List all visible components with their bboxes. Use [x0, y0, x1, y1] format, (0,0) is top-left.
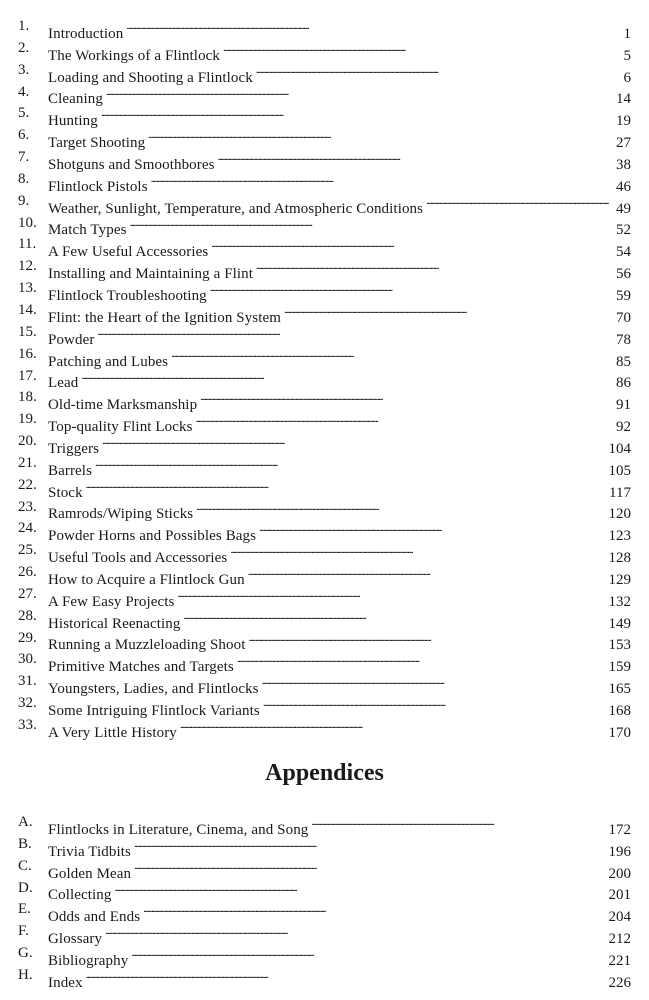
- dot-leader: [151, 169, 614, 191]
- entry-number: 14.: [18, 301, 37, 318]
- chapter-entry: [0, 628, 649, 654]
- entry-number: 22.: [18, 476, 37, 493]
- chapter-entry: [0, 693, 649, 719]
- entry-number: B.: [18, 835, 32, 852]
- chapter-list: [0, 16, 649, 741]
- entry-number: 23.: [18, 498, 37, 515]
- entry-number: G.: [18, 945, 33, 962]
- entry-page-number: 19: [616, 113, 631, 130]
- chapter-entry: [0, 497, 649, 523]
- entry-page-number: 172: [608, 821, 631, 838]
- entry-title: Old-time Marksmanship: [48, 397, 198, 414]
- entry-title: Glossary: [48, 931, 103, 948]
- dot-leader: [210, 278, 614, 300]
- appendix-entry: [0, 856, 649, 882]
- entry-page-number: 1: [623, 25, 631, 42]
- dot-leader: [102, 431, 606, 453]
- appendices-heading: Appendices: [265, 760, 384, 786]
- entry-page-number: 78: [616, 331, 631, 348]
- entry-page-number: 128: [608, 550, 631, 567]
- entry-number: 30.: [18, 651, 37, 668]
- entry-title: A Very Little History: [48, 724, 177, 741]
- entry-page-number: 104: [608, 440, 631, 457]
- dot-leader: [284, 300, 614, 322]
- entry-page-number: 49: [616, 200, 631, 217]
- chapter-entry: [0, 649, 649, 676]
- dot-leader: [177, 584, 606, 606]
- entry-title: A Few Useful Accessories: [48, 244, 209, 261]
- entry-number: F.: [18, 923, 29, 940]
- dot-leader: [86, 475, 607, 497]
- entry-title: Youngsters, Ladies, and Flintlocks: [48, 681, 259, 698]
- entry-page-number: 38: [616, 156, 631, 173]
- appendix-entry: [0, 878, 649, 904]
- entry-number: 26.: [18, 564, 37, 581]
- entry-page-number: 196: [608, 843, 631, 860]
- appendix-entry: [0, 965, 649, 991]
- chapter-entry: [0, 234, 649, 261]
- dot-leader: [101, 103, 614, 125]
- dot-leader: [115, 878, 607, 900]
- entry-title: Index: [48, 974, 83, 991]
- entry-number: H.: [18, 966, 33, 983]
- entry-page-number: 91: [616, 397, 631, 414]
- dot-leader: [196, 497, 606, 519]
- entry-number: 13.: [18, 280, 37, 297]
- entry-title: Lead: [48, 375, 79, 392]
- dot-leader: [259, 518, 606, 540]
- chapter-entry: [0, 475, 649, 501]
- entry-number: 18.: [18, 389, 37, 406]
- entry-page-number: 27: [616, 135, 631, 152]
- chapter-entry: [0, 125, 649, 152]
- dot-leader: [143, 899, 606, 921]
- chapter-entry: [0, 169, 649, 195]
- dot-leader: [426, 191, 614, 213]
- entry-title: Bibliography: [48, 952, 129, 969]
- entry-page-number: 52: [616, 222, 631, 239]
- entry-title: Useful Tools and Accessories: [48, 550, 228, 567]
- dot-leader: [196, 409, 614, 431]
- entry-title: Loading and Shooting a Flintlock: [48, 69, 253, 86]
- entry-page-number: 56: [616, 266, 631, 283]
- entry-title: How to Acquire a Flintlock Gun: [48, 571, 245, 588]
- appendix-list: [0, 812, 649, 991]
- chapter-entry: [0, 453, 649, 479]
- entry-number: C.: [18, 857, 32, 874]
- chapter-entry: [0, 562, 649, 588]
- entry-title: Patching and Lubes: [48, 353, 169, 370]
- dot-leader: [95, 453, 606, 475]
- dot-leader: [105, 921, 606, 943]
- chapter-entry: [0, 366, 649, 392]
- entry-title: Top-quality Flint Locks: [48, 419, 193, 436]
- dot-leader: [86, 965, 607, 987]
- dot-leader: [223, 38, 621, 60]
- entry-page-number: 14: [616, 91, 631, 108]
- chapter-entry: [0, 103, 649, 130]
- entry-title: Powder Horns and Possibles Bags: [48, 528, 257, 545]
- entry-title: Shotguns and Smoothbores: [48, 156, 215, 173]
- entry-page-number: 132: [608, 593, 631, 610]
- entry-line: [48, 965, 631, 995]
- chapter-entry: [0, 213, 649, 239]
- chapter-entry: [0, 584, 649, 610]
- entry-number: 28.: [18, 607, 37, 624]
- dot-leader: [97, 322, 614, 344]
- entry-page-number: 92: [616, 419, 631, 436]
- entry-page-number: 6: [623, 69, 631, 86]
- entry-page-number: 70: [616, 309, 631, 326]
- chapter-entry: [0, 606, 649, 632]
- entry-title: Odds and Ends: [48, 909, 141, 926]
- entry-number: A.: [18, 814, 33, 830]
- entry-page-number: 159: [608, 659, 631, 676]
- entry-page-number: 85: [616, 353, 631, 370]
- entry-number: E.: [18, 901, 31, 918]
- entry-title: Cleaning: [48, 91, 103, 108]
- entry-number: 7.: [18, 149, 30, 166]
- chapter-entry: [0, 16, 649, 42]
- chapter-entry: [0, 671, 649, 698]
- dot-leader: [183, 606, 606, 628]
- entry-number: 4.: [18, 83, 30, 100]
- dot-leader: [211, 234, 614, 256]
- dot-leader: [134, 856, 606, 878]
- entry-title: Installing and Maintaining a Flint: [48, 266, 254, 283]
- entry-title: Target Shooting: [48, 135, 146, 152]
- entry-page-number: 212: [608, 931, 631, 948]
- entry-number: 10.: [18, 214, 37, 231]
- chapter-entry: [0, 38, 649, 64]
- entry-number: 29.: [18, 629, 37, 646]
- entry-number: 9.: [18, 192, 30, 209]
- appendix-entry: [0, 921, 649, 948]
- entry-page-number: 123: [608, 528, 631, 545]
- appendix-entry: [0, 943, 649, 969]
- entry-title: Flintlocks in Literature, Cinema, and Song: [48, 821, 309, 838]
- entry-number: 33.: [18, 717, 37, 733]
- entry-number: 17.: [18, 367, 37, 384]
- entry-number: 5.: [18, 105, 30, 122]
- appendix-entry: [0, 834, 649, 860]
- entry-page-number: 204: [608, 909, 631, 926]
- entry-title: Flint: the Heart of the Ignition System: [48, 309, 282, 326]
- dot-leader: [200, 387, 614, 409]
- dot-leader: [256, 60, 622, 82]
- entry-title: Match Types: [48, 222, 127, 239]
- dot-leader: [230, 540, 606, 562]
- entry-page-number: 200: [608, 865, 631, 882]
- entry-number: 20.: [18, 433, 37, 450]
- entry-title: Stock: [48, 484, 83, 501]
- entry-title: Some Intriguing Flintlock Variants: [48, 703, 260, 719]
- chapter-entry: [0, 300, 649, 326]
- entry-page-number: 165: [608, 681, 631, 698]
- dot-leader: [131, 943, 606, 965]
- dot-leader: [256, 256, 614, 278]
- chapter-entry: [0, 278, 649, 304]
- chapter-entry: [0, 409, 649, 436]
- entry-page-number: 153: [608, 637, 631, 654]
- entry-page-number: 105: [608, 462, 631, 479]
- entry-title: Powder: [48, 331, 95, 348]
- entry-title: The Workings of a Flintlock: [48, 47, 221, 64]
- dot-leader: [180, 715, 607, 737]
- entry-number: 25.: [18, 542, 37, 559]
- entry-title: Golden Mean: [48, 865, 132, 882]
- chapter-entry: [0, 82, 649, 108]
- entry-title: Hunting: [48, 113, 98, 130]
- dot-leader: [262, 671, 607, 693]
- entry-title: Trivia Tidbits: [48, 843, 131, 860]
- entry-page-number: 221: [608, 952, 631, 969]
- chapter-entry: [0, 540, 649, 567]
- dot-leader: [81, 366, 614, 388]
- entry-number: 27.: [18, 585, 37, 602]
- dot-leader: [106, 82, 614, 104]
- appendix-entry: [0, 899, 649, 926]
- entry-number: 6.: [18, 127, 30, 144]
- entry-number: 15.: [18, 323, 37, 340]
- dot-leader: [126, 16, 621, 38]
- dot-leader: [248, 628, 606, 650]
- entry-page-number: 129: [608, 571, 631, 588]
- entry-page-number: 54: [616, 244, 631, 261]
- dot-leader: [130, 213, 614, 235]
- entry-page-number: 117: [609, 484, 631, 501]
- entry-page-number: 59: [616, 287, 631, 304]
- entry-number: 8.: [18, 170, 30, 187]
- entry-page-number: 226: [608, 974, 631, 991]
- chapter-entry: [0, 715, 649, 741]
- entry-title: Triggers: [48, 440, 100, 457]
- entry-number: D.: [18, 879, 33, 896]
- dot-leader: [148, 125, 614, 147]
- entry-number: 1.: [18, 18, 30, 34]
- entry-page-number: 170: [608, 724, 631, 741]
- chapter-entry: [0, 60, 649, 86]
- entry-page-number: 5: [623, 47, 631, 64]
- entry-number: 21.: [18, 454, 37, 471]
- entry-title: Weather, Sunlight, Temperature, and Atmospheric Conditions: [48, 200, 424, 217]
- entry-title: Ramrods/Wiping Sticks: [48, 506, 194, 523]
- entry-page-number: 86: [616, 375, 631, 392]
- entry-title: Running a Muzzleloading Shoot: [48, 637, 246, 654]
- entry-title: Collecting: [48, 887, 112, 904]
- entry-number: 2.: [18, 39, 30, 56]
- entry-number: 3.: [18, 61, 30, 78]
- chapter-entry: [0, 147, 649, 173]
- entry-number: 11.: [18, 236, 37, 253]
- entry-number: 12.: [18, 258, 37, 275]
- chapter-entry: [0, 518, 649, 545]
- entry-number: 31.: [18, 673, 37, 690]
- entry-line: [48, 715, 631, 745]
- dot-leader: [311, 812, 606, 834]
- entry-title: Historical Reenacting: [48, 615, 181, 632]
- appendix-entry: [0, 812, 649, 838]
- dot-leader: [218, 147, 614, 169]
- dot-leader: [248, 562, 607, 584]
- entry-title: A Few Easy Projects: [48, 593, 175, 610]
- entry-title: Barrels: [48, 462, 93, 479]
- entry-page-number: 120: [608, 506, 631, 523]
- dot-leader: [237, 649, 607, 671]
- dot-leader: [134, 834, 607, 856]
- dot-leader: [171, 344, 614, 366]
- entry-page-number: 149: [608, 615, 631, 632]
- chapter-entry: [0, 387, 649, 414]
- entry-title: Flintlock Troubleshooting: [48, 287, 207, 304]
- entry-title: Primitive Matches and Targets: [48, 659, 234, 676]
- dot-leader: [263, 693, 607, 715]
- chapter-entry: [0, 256, 649, 283]
- entry-page-number: 201: [608, 887, 631, 904]
- entry-number: 32.: [18, 695, 37, 712]
- chapter-entry: [0, 431, 649, 457]
- entry-page-number: 46: [616, 178, 631, 195]
- entry-title: Introduction: [48, 25, 124, 42]
- entry-title: Flintlock Pistols: [48, 178, 148, 195]
- entry-number: 19.: [18, 411, 37, 428]
- chapter-entry: [0, 322, 649, 348]
- chapter-entry: [0, 344, 649, 370]
- chapter-entry: [0, 191, 649, 217]
- entry-page-number: 168: [608, 703, 631, 719]
- entry-number: 24.: [18, 520, 37, 537]
- entry-number: 16.: [18, 345, 37, 362]
